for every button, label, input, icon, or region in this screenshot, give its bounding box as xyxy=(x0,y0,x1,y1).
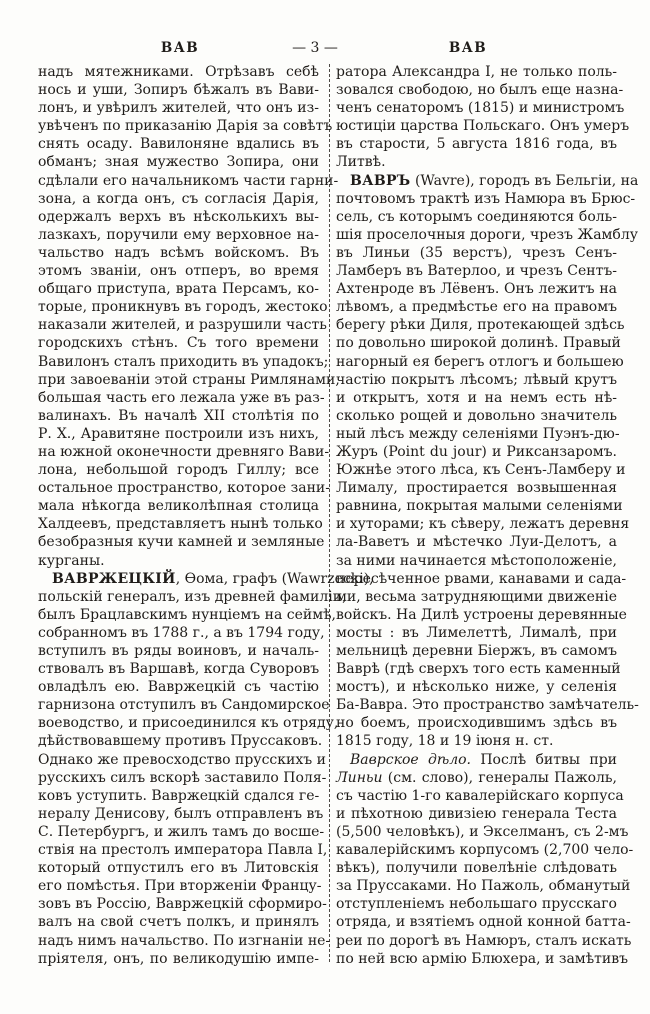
text-span: войскъ. На Дилѣ устроены деревянные xyxy=(336,606,627,623)
text-line xyxy=(38,823,325,841)
text-span: шія проселочныя дороги, чрезъ Жамблу xyxy=(336,226,638,243)
text-line xyxy=(38,570,374,588)
text-line xyxy=(336,751,617,769)
text-span: Послѣ битвы при xyxy=(471,751,617,768)
text-span: былъ Брацлавскимъ нунціемъ на сеймѣ, xyxy=(38,606,336,623)
text-line xyxy=(38,407,319,425)
text-span: курганы. xyxy=(38,552,105,569)
text-span: 1815 году, 18 и 19 іюня н. ст. xyxy=(336,733,554,750)
text-line xyxy=(336,135,617,153)
text-line xyxy=(38,371,340,389)
text-line xyxy=(38,172,339,190)
text-span: кавалерійскимъ корпусомъ (2,700 чело- xyxy=(336,842,634,859)
text-line xyxy=(38,262,319,280)
text-line xyxy=(336,479,617,497)
text-span: почтовомъ трактѣ изъ Намюра въ Брюс- xyxy=(336,190,636,207)
text-span: мала нѣкогда великолѣпная столица xyxy=(38,498,319,515)
running-head xyxy=(0,40,650,56)
text-span: Однако же превосходство прусскихъ и xyxy=(38,751,326,768)
text-span: С. Петербургъ, и жилъ тамъ до восше- xyxy=(38,823,325,840)
text-span: юстиціи царства Польскаго. Онъ умеръ xyxy=(336,118,630,135)
text-line xyxy=(336,389,617,407)
text-line xyxy=(336,63,617,81)
text-line xyxy=(38,660,319,678)
text-line xyxy=(336,497,623,515)
text-span: за Пруссаками. Но Пажоль, обманутый xyxy=(336,878,631,895)
text-line xyxy=(336,298,617,316)
text-span: безобразныя кучи камней и земляные xyxy=(38,534,325,551)
text-span: вѣкъ), получили повелѣніе слѣдовать xyxy=(336,860,617,877)
text-span: зона, а когда онъ, съ согласія Дарія, xyxy=(38,190,319,207)
text-span: общаго приступа, врата Персамъ, ко- xyxy=(38,281,319,298)
text-line xyxy=(336,117,630,135)
text-span: пересѣченное рвами, канавами и сада- xyxy=(336,570,627,587)
text-span: нось и уши, Зопиръ бѣжалъ въ Вави- xyxy=(38,82,319,99)
text-span: но боемъ, происходившимъ здѣсь въ xyxy=(336,715,617,732)
text-line xyxy=(336,461,626,479)
text-line xyxy=(38,606,336,624)
text-line xyxy=(336,244,617,262)
text-line xyxy=(336,316,625,334)
text-line xyxy=(38,533,325,551)
text-span: Халдеевъ, представляетъ нынѣ только xyxy=(38,516,323,533)
text-line xyxy=(38,805,324,823)
text-span: и открытъ, хотя и на немъ есть нѣ- xyxy=(336,389,617,406)
text-line xyxy=(38,913,319,931)
italic-phrase: Ваврское дѣло. xyxy=(350,751,472,768)
text-span: Журъ (Point du jour) и Риксанзаромъ. xyxy=(336,443,617,460)
text-span: ный лѣсъ между селеніями Пуэнъ-дю- xyxy=(336,425,620,442)
text-line xyxy=(336,877,631,895)
text-line xyxy=(38,99,319,117)
text-line xyxy=(38,932,331,950)
text-span: Вавилонъ сталъ приходить въ упадокъ; xyxy=(38,353,329,370)
text-line xyxy=(38,769,327,787)
text-span: обманъ; зная мужество Зопира, они xyxy=(38,154,319,171)
text-column-right xyxy=(336,63,639,968)
text-span: въ старости, 5 августа 1816 года, въ xyxy=(336,136,617,153)
text-line xyxy=(38,208,319,226)
text-line xyxy=(38,859,319,877)
text-span: гарнизона отступилъ въ Сандомирское xyxy=(38,697,330,714)
text-line xyxy=(38,732,323,750)
entry-headword: ВАВРЪ xyxy=(350,172,411,189)
text-line xyxy=(336,805,617,823)
text-span: дѣйствовавшему противъ Пруссаковъ. xyxy=(38,733,323,750)
text-line xyxy=(336,99,625,117)
text-line xyxy=(336,515,630,533)
text-span: по довольно широкой долинѣ. Правый xyxy=(336,335,621,352)
text-line xyxy=(38,353,329,371)
text-line xyxy=(38,190,319,208)
text-line xyxy=(38,153,319,171)
running-head-right-keyword: ВАВ xyxy=(448,40,488,56)
text-span: надъ нимъ начальство. По изгнаніи не- xyxy=(38,932,331,949)
page-number: — 3 — xyxy=(292,40,338,56)
text-span: въ Линьи (35 верстъ), чрезъ Сенъ- xyxy=(336,244,617,261)
text-span: (Wavre), городъ въ Бельгіи, на xyxy=(410,172,639,189)
text-span: ствія на престолъ императора Павла I, xyxy=(38,842,328,859)
text-line xyxy=(38,135,319,153)
text-span: овладѣлъ ею. Вавржецкій съ частію xyxy=(38,679,319,696)
text-line xyxy=(336,787,624,805)
text-span: реи по дорогѣ въ Намюръ, сталъ искать xyxy=(336,932,632,949)
text-line xyxy=(336,696,639,714)
text-line xyxy=(336,208,617,226)
text-span: ствовалъ въ Варшавѣ, когда Суворовъ xyxy=(38,661,320,678)
text-line xyxy=(38,714,339,732)
text-line xyxy=(336,172,639,190)
text-line xyxy=(336,823,629,841)
text-line xyxy=(336,262,617,280)
text-span: одержалъ верхъ въ нѣсколькихъ вы- xyxy=(38,208,319,225)
text-line xyxy=(336,425,620,443)
text-span: отступленіемъ небольшаго прусскаго xyxy=(336,896,617,913)
text-span: за ними начинается мѣстоположеніе, xyxy=(336,552,617,569)
text-span: валинахъ. Въ началѣ XII столѣтія по xyxy=(38,407,319,424)
text-line xyxy=(336,533,617,551)
text-line xyxy=(336,624,617,642)
text-span: Литвѣ. xyxy=(336,154,386,171)
text-span: наказали жителей, и разрушили часть xyxy=(38,317,327,334)
text-span: при завоеваніи этой страны Римлянами, xyxy=(38,371,340,388)
text-span: Ахтенроде въ Лёвенъ. Онъ лежитъ на xyxy=(336,281,617,298)
text-span: ми, весьма затрудняющими движеніе xyxy=(336,588,617,605)
text-span: ковъ уступить. Вавржецкій сдался ге- xyxy=(38,787,320,804)
text-span: (5,500 человѣкъ), и Экселманъ, съ 2-мъ xyxy=(336,823,629,840)
text-line xyxy=(38,443,330,461)
text-span: Южнѣе этого лѣса, къ Сенъ-Ламберу и xyxy=(336,462,626,479)
text-span: городскихъ стѣнъ. Съ того времени xyxy=(38,335,319,352)
text-line xyxy=(38,334,319,352)
text-line xyxy=(38,751,326,769)
text-span: и пѣхотною дивизіею генерала Теста xyxy=(336,805,617,822)
text-line xyxy=(336,932,632,950)
text-span: остальное пространство, которое зани- xyxy=(38,480,330,497)
text-line xyxy=(336,153,617,171)
italic-phrase: Линьи xyxy=(336,769,383,786)
text-line xyxy=(336,606,627,624)
text-line xyxy=(38,841,328,859)
text-line xyxy=(38,696,330,714)
text-line xyxy=(336,190,636,208)
text-line xyxy=(336,407,617,425)
text-span: ченъ сенаторомъ (1815) и министромъ xyxy=(336,100,625,117)
text-line xyxy=(336,859,617,877)
text-span: русскихъ силъ вскорѣ заставило Поля- xyxy=(38,769,327,786)
text-span: Ваврѣ (гдѣ сверхъ того есть каменный xyxy=(336,661,621,678)
text-span: мосты : въ Лимелеттѣ, Лималѣ, при xyxy=(336,624,617,641)
text-span: и хуторами; къ сѣверу, лежатъ деревня xyxy=(336,516,630,533)
text-line xyxy=(336,895,617,913)
text-line xyxy=(38,588,347,606)
text-line xyxy=(38,624,325,642)
text-span: нералу Денисову, былъ отправленъ въ xyxy=(38,805,324,822)
text-line xyxy=(38,877,322,895)
text-span: мостъ), и нѣсколько ниже, у селенія xyxy=(336,679,617,696)
text-line xyxy=(38,479,330,497)
text-span: надъ мятежниками. Отрѣзавъ себѣ xyxy=(38,64,319,80)
text-span: ратора Александра I, не только поль- xyxy=(336,64,617,80)
text-span: который отпустилъ его въ Литовскія xyxy=(38,860,319,877)
text-span: съ частію 1-го кавалерійскаго корпуса xyxy=(336,787,624,804)
text-line xyxy=(38,389,325,407)
text-span: равнина, покрытая малыми селеніями xyxy=(336,498,623,515)
text-line xyxy=(336,678,617,696)
text-span: лѣвомъ, а предмѣстье его на правомъ xyxy=(336,299,617,316)
text-span: собранномъ въ 1788 г., а въ 1794 году, xyxy=(38,624,325,641)
text-span: пріятеля, онъ, по великодушію импе- xyxy=(38,950,319,967)
text-span: лазкахъ, поручили ему верховное на- xyxy=(38,226,319,243)
text-span: большая часть его лежала уже въ раз- xyxy=(38,389,325,406)
text-span: снять осаду. Вавилоняне вдались въ xyxy=(38,136,319,153)
text-line xyxy=(38,226,319,244)
text-line xyxy=(38,642,319,660)
text-span: торые, проникнувъ въ городъ, жестоко xyxy=(38,299,328,316)
text-line xyxy=(336,81,624,99)
text-span: по ней всю армію Блюхера, и замѣтивъ xyxy=(336,950,629,967)
text-span: Р. Х., Аравитяне построили изъ нихъ, xyxy=(38,425,319,442)
text-line xyxy=(38,515,323,533)
text-line xyxy=(336,841,634,859)
text-span: его помѣстья. При вторженіи Францу- xyxy=(38,878,322,895)
text-span: чальство надъ всѣмъ войскомъ. Въ xyxy=(38,244,319,261)
text-span: (см. слово), генералы Пажоль, xyxy=(382,769,617,786)
text-span: , Ѳома, графъ (Wawrzecki), xyxy=(175,570,374,587)
text-line xyxy=(38,244,319,262)
text-line xyxy=(38,117,333,135)
text-span: зовъ въ Россію, Вавржецкій сформиро- xyxy=(38,896,327,913)
entry-headword: ВАВРЖЕЦКІЙ xyxy=(52,570,176,587)
text-line xyxy=(38,787,319,805)
text-line xyxy=(336,552,617,570)
text-line xyxy=(38,280,319,298)
text-line xyxy=(38,552,319,570)
text-line xyxy=(38,678,319,696)
text-span: валъ на свой счетъ полкъ, и принялъ xyxy=(38,914,319,931)
text-span: частію покрытъ лѣсомъ; лѣвый крутъ xyxy=(336,371,617,388)
text-span: на южной оконечности древняго Вави- xyxy=(38,443,330,460)
text-line xyxy=(336,226,638,244)
text-line xyxy=(336,353,624,371)
text-span: воеводство, и присоединился къ отряду, xyxy=(38,715,339,732)
text-line xyxy=(38,497,319,515)
text-span: сель, съ которымъ соединяются боль- xyxy=(336,208,617,225)
text-span: вступилъ въ ряды воиновъ, и началь- xyxy=(38,643,319,659)
text-span: сдѣлали его начальникомъ части гарни- xyxy=(38,172,339,189)
text-span: ла-Ваветъ и мѣстечко Луи-Делотъ, а xyxy=(336,534,617,551)
text-span: увѣченъ по приказанію Дарія за совѣтъ xyxy=(38,118,333,135)
text-line xyxy=(38,63,319,81)
text-line xyxy=(38,81,319,99)
text-line xyxy=(336,570,627,588)
text-line xyxy=(336,588,617,606)
text-line xyxy=(336,714,617,732)
text-span: отряда, и взятіемъ одной конной батта- xyxy=(336,914,631,931)
text-line xyxy=(336,660,621,678)
text-span: зовался свободою, но былъ еще назна- xyxy=(336,82,624,99)
text-span: польскій генералъ, изъ древней фамиліи, xyxy=(38,588,347,605)
text-line xyxy=(336,334,621,352)
text-line xyxy=(38,316,327,334)
text-line xyxy=(336,371,617,389)
text-line xyxy=(336,280,617,298)
text-line xyxy=(38,461,319,479)
text-span: лонъ, и увѣрилъ жителей, что онъ из- xyxy=(38,100,319,117)
text-span: нагорный ея берегъ отлогъ и большею xyxy=(336,353,624,370)
text-span: этомъ званіи, онъ отперъ, во время xyxy=(38,263,319,280)
text-line xyxy=(38,950,319,968)
text-span: лона, небольшой городъ Гиллу; все xyxy=(38,462,319,479)
text-line xyxy=(38,895,327,913)
text-line xyxy=(38,298,328,316)
text-span: берегу рѣки Диля, протекающей здѣсь xyxy=(336,317,625,334)
text-line xyxy=(38,425,319,443)
text-span: Ба-Вавра. Это пространство замѣчатель- xyxy=(336,697,639,714)
text-line xyxy=(336,913,631,931)
text-line xyxy=(336,443,617,461)
column-divider-rule xyxy=(329,64,330,962)
text-line xyxy=(336,950,629,968)
text-line xyxy=(336,769,617,787)
text-line xyxy=(336,642,617,660)
text-span: Лималу, простирается возвышенная xyxy=(336,480,617,497)
text-span: мельницѣ деревни Біержъ, въ самомъ xyxy=(336,643,617,659)
text-span: Ламберъ въ Ватерлоо, и чрезъ Сентъ- xyxy=(336,263,617,280)
running-head-left-keyword: ВАВ xyxy=(160,40,200,56)
text-line xyxy=(336,732,617,750)
text-span: сколько рощей и довольно значитель xyxy=(336,407,617,424)
